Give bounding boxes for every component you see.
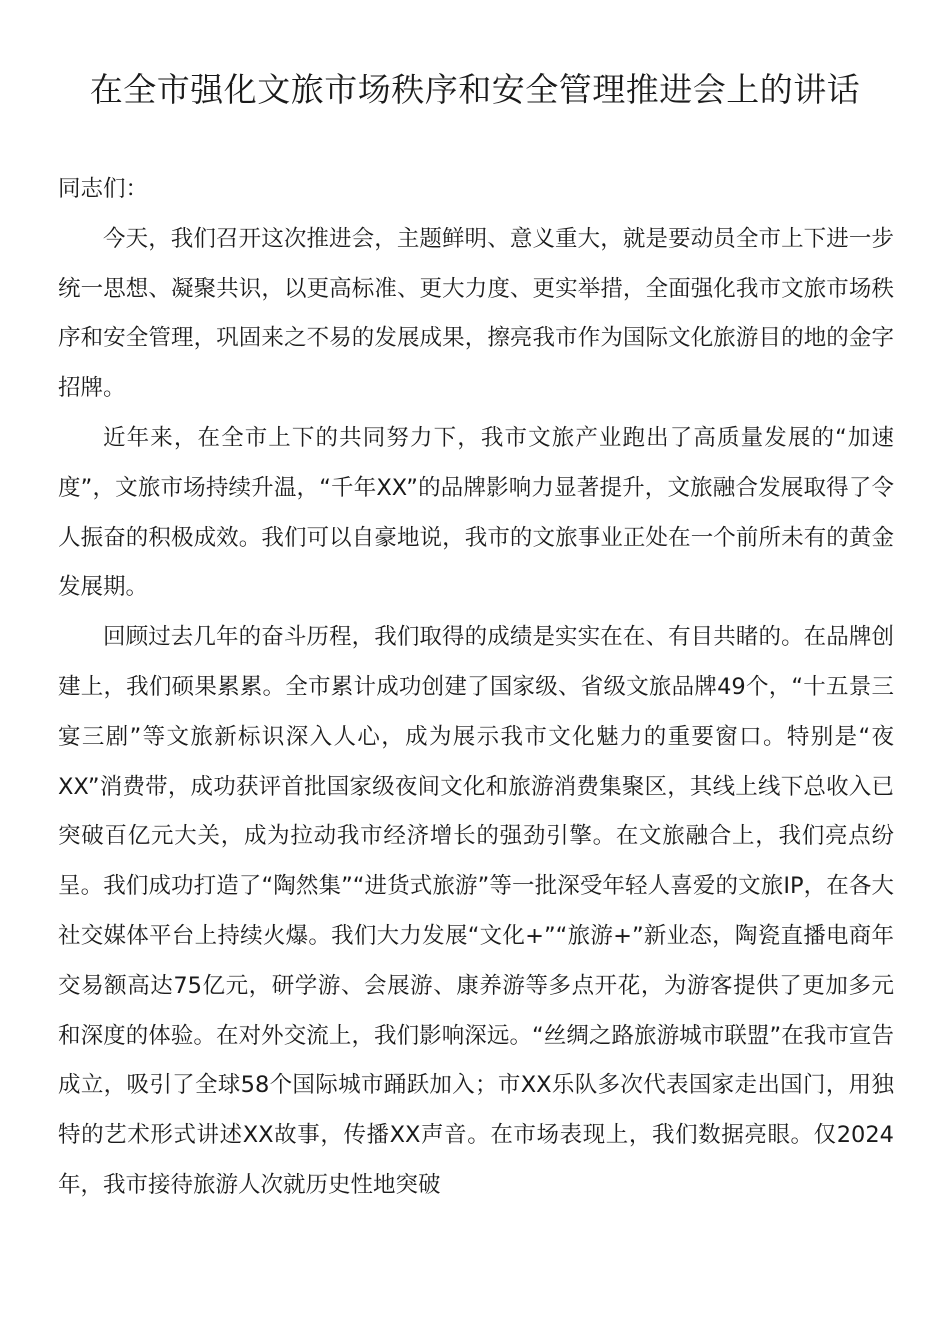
document-body — [58, 165, 894, 1211]
paragraph-opening: 今天，我们召开这次推进会，主题鲜明、意义重大，就是要动员全市上下进一步统一思想、凝聚共识，以更高标准、更大力度、更实举措，全面强化我市文旅市场秩序和安全管理，巩固来之不易的发展成果，擦亮我市作为国际文化旅游目的地的金字招牌。 — [58, 225, 894, 402]
paragraph-overview: 近年来，在全市上下的共同努力下，我市文旅产业跑出了高质量发展的“加速度”，文旅市场持续升温，“千年XX”的品牌影响力显著提升，文旅融合发展取得了令人振奋的积极成效。我们可以自豪地说，我市的文旅事业正处在一个前所未有的黄金发展期。 — [58, 424, 894, 601]
paragraph-achievements: 回顾过去几年的奋斗历程，我们取得的成绩是实实在在、有目共睹的。在品牌创建上，我们硕果累累。全市累计成功创建了国家级、省级文旅品牌49个，“十五景三宴三剧”等文旅新标识深入人心，成为展示我市文化魅力的重要窗口。特别是“夜XX”消费带，成功获评首批国家级夜间文化和旅游消费集聚区，其线上线下总收入已突破百亿元大关，成为拉动我市经济增长的强劲引擎。在文旅融合上，我们亮点纷呈。我们成功打造了“陶然集”“进货式旅游”等一批深受年轻人喜爱的文旅IP，在各大社交媒体平台上持续火爆。我们大力发展“文化+”“旅游+”新业态，陶瓷直播电商年交易额高达75亿元，研学游、会展游、康养游等多点开花，为游客提供了更加多元和深度的体验。在对外交流上，我们影响深远。“丝绸之路旅游城市联盟”在我市宣告成立，吸引了全球58个国际城市踊跃加入；市XX乐队多次代表国家走出国门，用独特的艺术形式讲述XX故事，传播XX声音。在市场表现上，我们数据亮眼。仅2024年，我市接待旅游人次就历史性地突破 — [58, 624, 894, 1198]
salutation: 同志们： — [58, 176, 149, 202]
document-title: 在全市强化文旅市场秩序和安全管理推进会上的讲话 — [89, 70, 861, 109]
